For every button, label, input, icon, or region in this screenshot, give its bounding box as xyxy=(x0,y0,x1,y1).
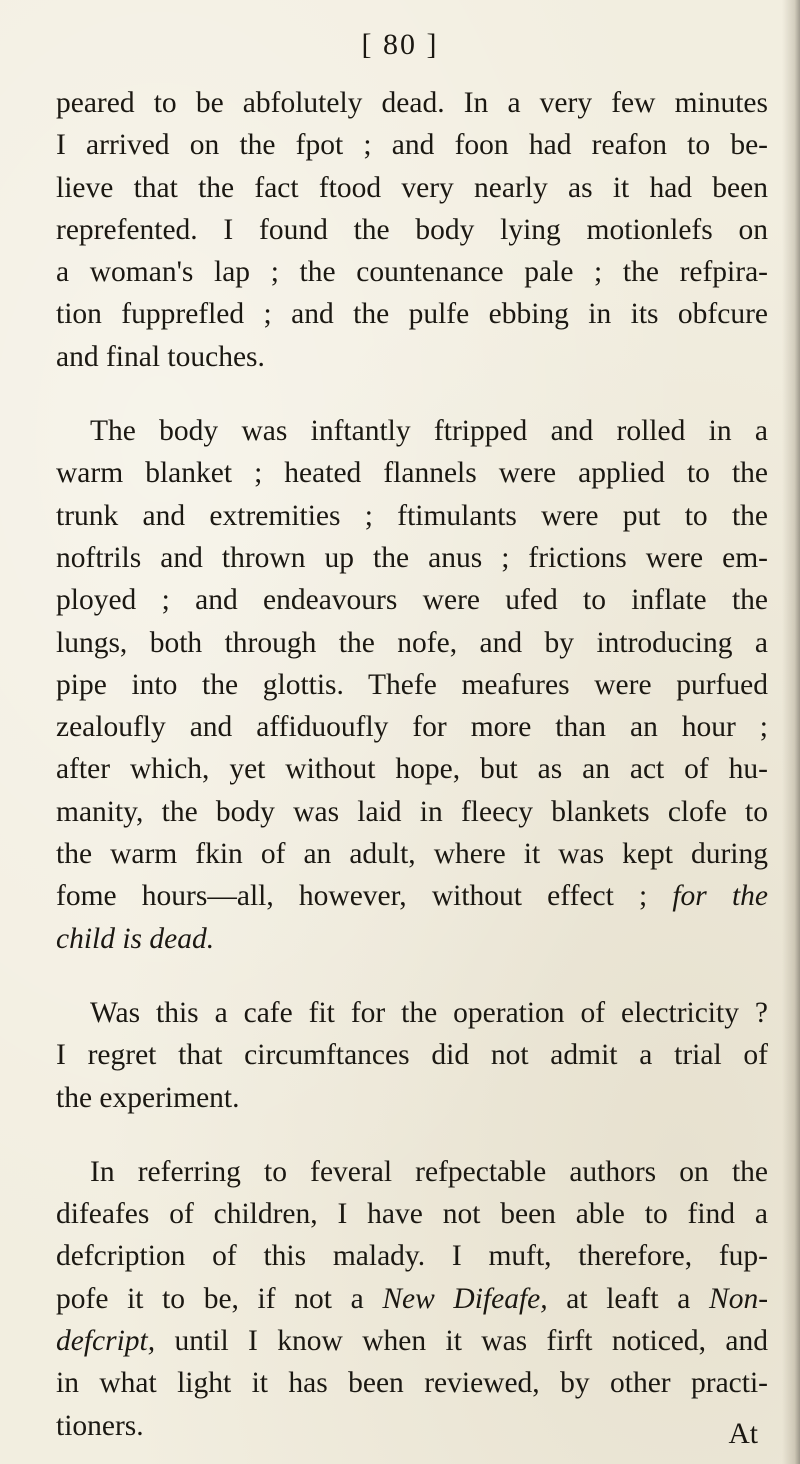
paragraph-1 xyxy=(56,82,768,378)
paragraph-4 xyxy=(56,1151,768,1447)
text-line: after which, yet without hope, but as an act of hu- xyxy=(56,753,768,786)
text-line: zealoufly and affiduoufly for more than an hour ; xyxy=(56,711,768,744)
text-line: trunk and extremities ; ftimulants were put to the xyxy=(56,499,768,532)
text-line: the warm fkin of an adult, where it was kept during xyxy=(56,838,768,871)
text-line xyxy=(56,1320,768,1362)
italic-text: for the xyxy=(672,880,768,913)
italic-text: child is dead. xyxy=(56,922,215,955)
text-line: a woman's lap ; the countenance pale ; the refpira- xyxy=(56,256,768,289)
paragraph-3 xyxy=(56,992,768,1119)
text-line: manity, the body was laid in fleecy blankets clofe to xyxy=(56,795,768,828)
text-line: defcription of this malady. I muft, therefore, fup- xyxy=(56,1240,768,1273)
italic-text: Non- xyxy=(709,1282,769,1315)
text-run: at leaft a xyxy=(566,1282,691,1315)
text-line: noftrils and thrown up the anus ; frictions were em- xyxy=(56,541,768,574)
text-line: and final touches. xyxy=(56,340,265,373)
text-line: I arrived on the fpot ; and foon had reafon to be- xyxy=(56,129,768,162)
text-line: difeafes of children, I have not been able to find a xyxy=(56,1198,768,1231)
text-line: lungs, both through the nofe, and by introducing a xyxy=(56,626,768,659)
body-text xyxy=(56,82,768,1447)
text-line xyxy=(56,918,768,960)
text-line: tion fupprefled ; and the pulfe ebbing in its obfcure xyxy=(56,298,768,331)
text-line: pipe into the glottis. Thefe meafures were purfued xyxy=(56,668,768,701)
text-line: Was this a cafe fit for the operation of electricity ? xyxy=(90,996,768,1029)
text-line: The body was inftantly ftripped and rolled in a xyxy=(90,415,768,448)
page-number: [ 80 ] xyxy=(361,28,439,61)
text-line: ployed ; and endeavours were ufed to inflate the xyxy=(56,584,768,617)
text-line: in what light it has been reviewed, by other practi- xyxy=(56,1367,768,1400)
text-line: warm blanket ; heated flannels were applied to the xyxy=(56,457,768,490)
text-line: peared to be abfolutely dead. In a very few minutes xyxy=(56,87,768,119)
text-run: until I know when it was firft noticed, and xyxy=(174,1325,769,1358)
text-run: fome hours—all, however, without effect ; xyxy=(56,880,648,913)
paragraph-2 xyxy=(56,410,768,960)
text-line: lieve that the fact ftood very nearly as it had been xyxy=(56,171,768,204)
text-line xyxy=(56,875,768,917)
text-line xyxy=(56,1278,768,1320)
italic-text: New Difeafe, xyxy=(382,1282,548,1315)
text-line: the experiment. xyxy=(56,1081,240,1114)
text-line: In referring to feveral refpectable authors on the xyxy=(90,1155,768,1188)
text-line: tioners. xyxy=(56,1409,144,1442)
italic-text: defcript, xyxy=(56,1325,156,1358)
text-run: pofe it to be, if not a xyxy=(56,1282,364,1315)
text-line: reprefented. I found the body lying motionlefs on xyxy=(56,213,768,246)
page-edge-shadow xyxy=(782,0,800,1464)
text-line: I regret that circumftances did not admit a trial of xyxy=(56,1039,768,1072)
catchword: At xyxy=(728,1418,758,1450)
